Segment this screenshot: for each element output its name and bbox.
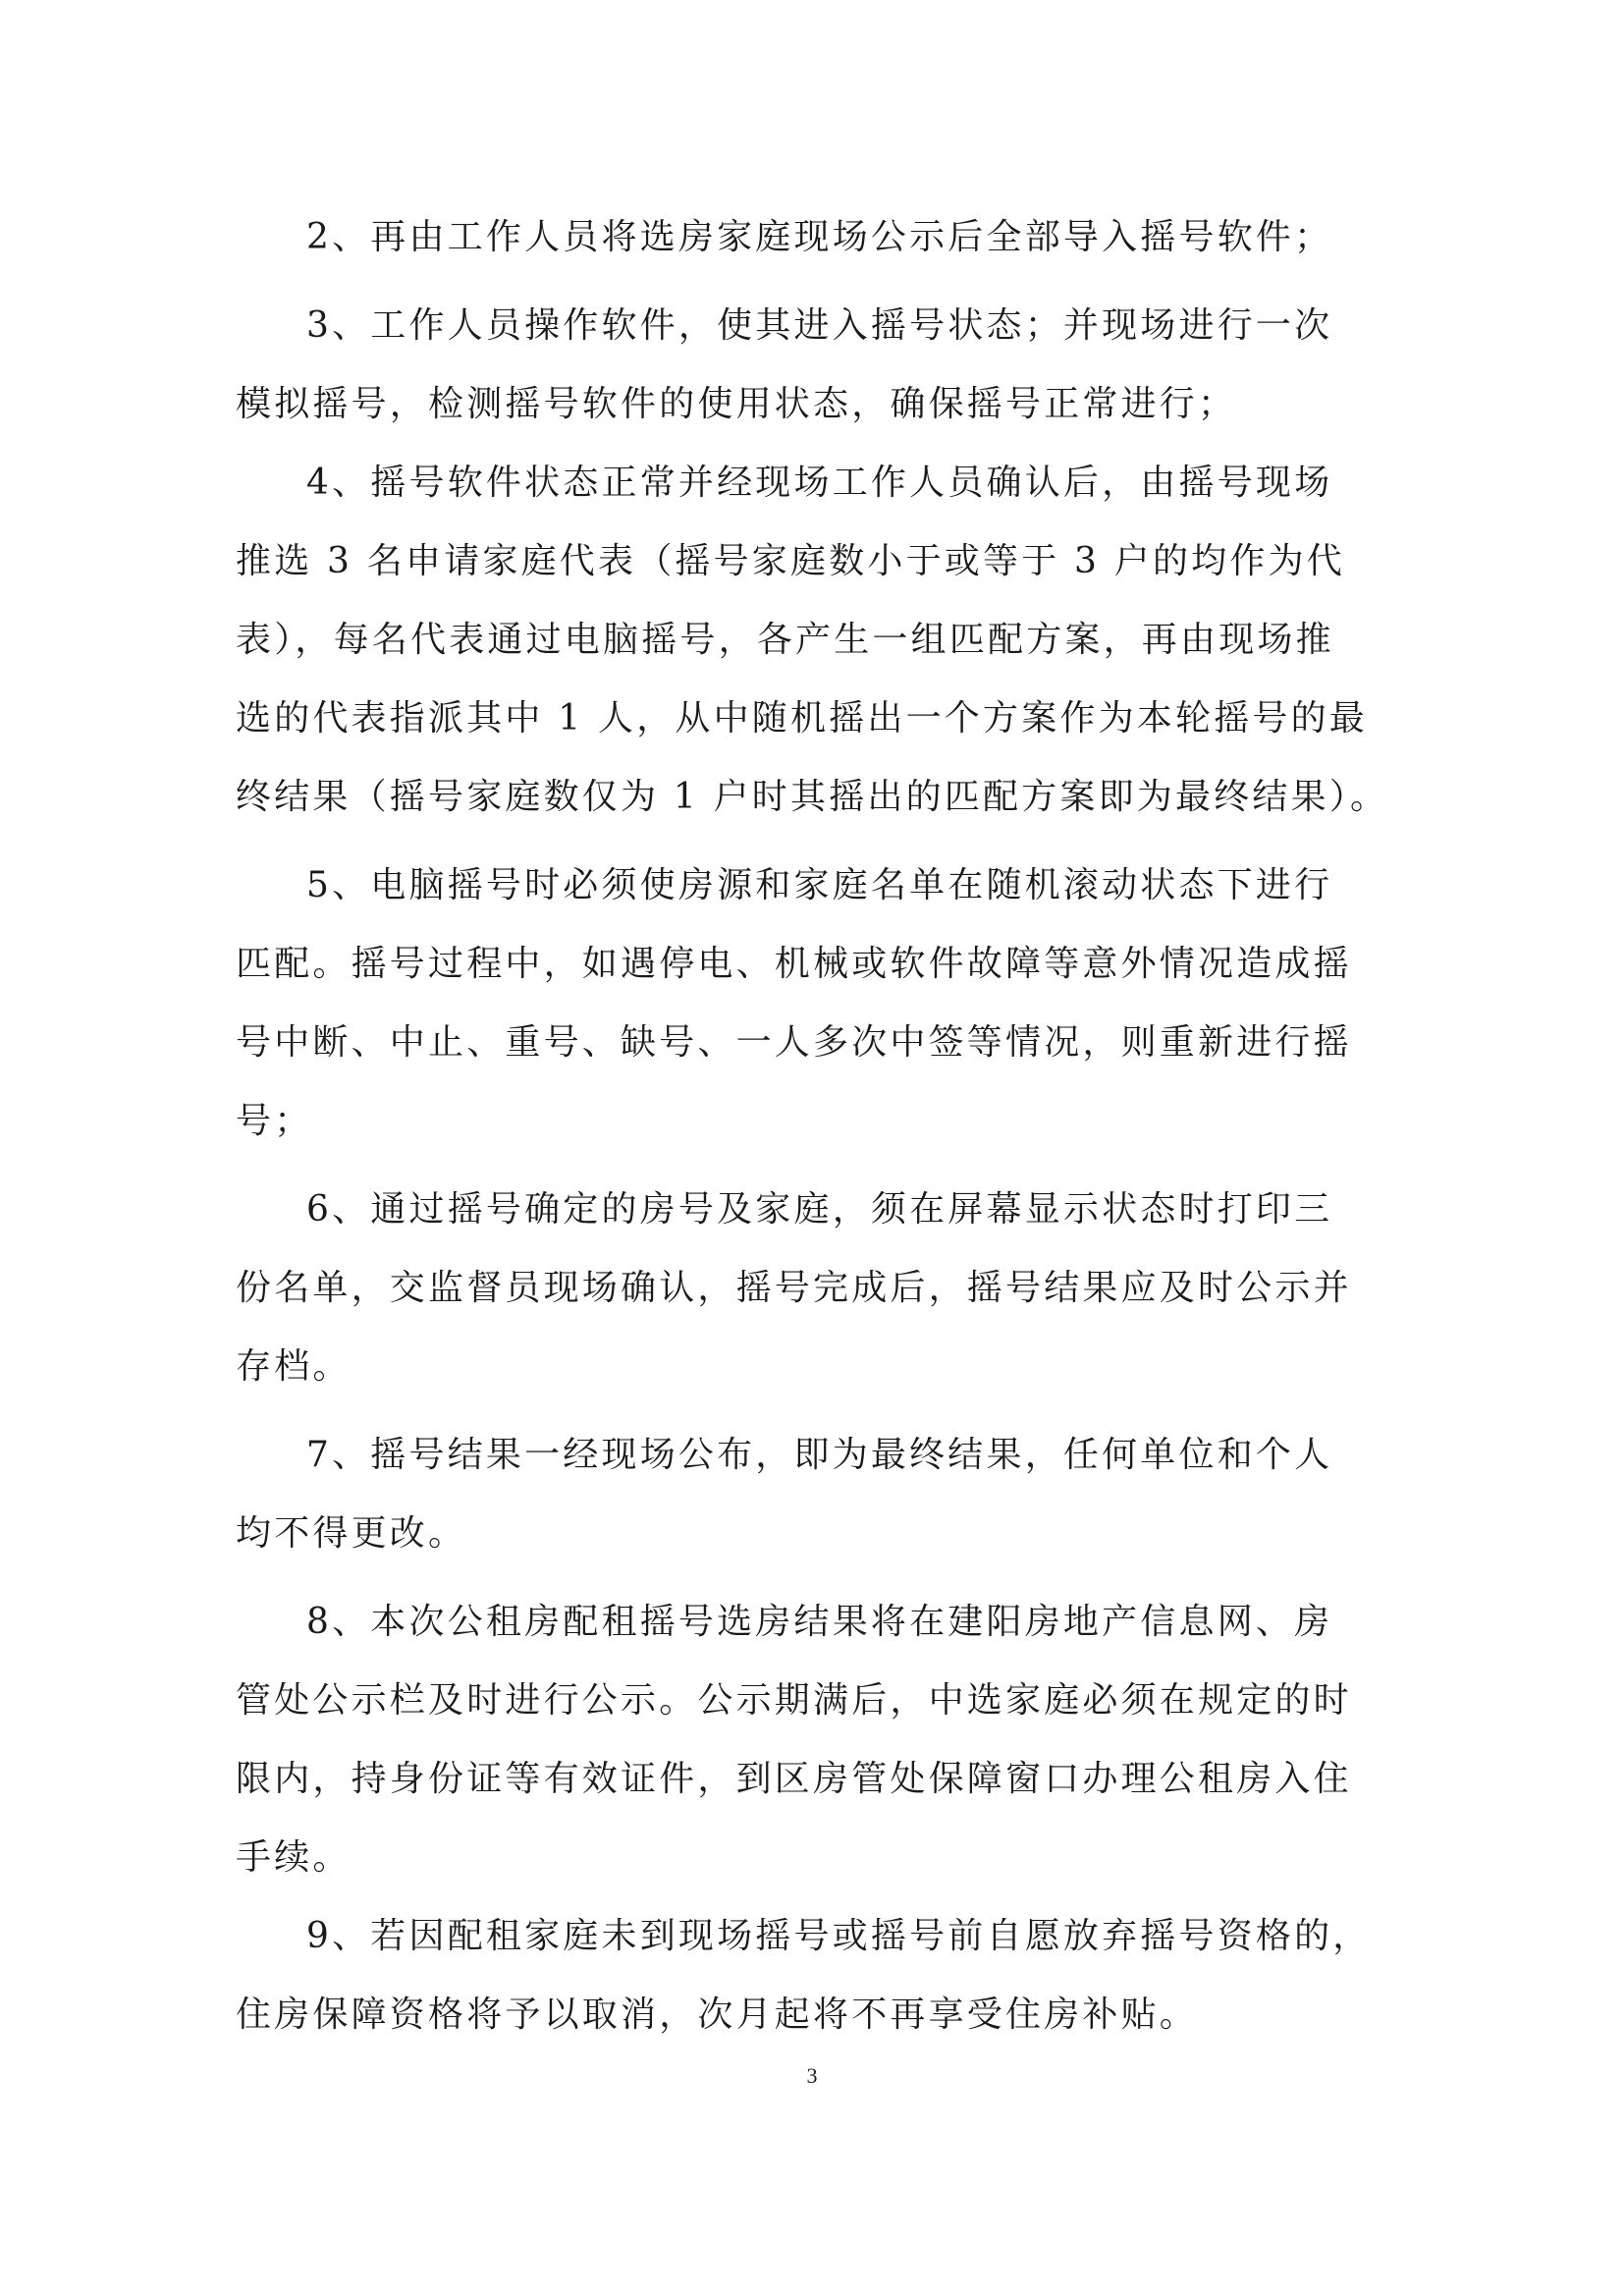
item-9-line-1: 9、若因配租家庭未到现场摇号或摇号前自愿放弃摇号资格的，: [306, 1916, 1372, 1956]
item-2-line-1: 2、再由工作人员将选房家庭现场公示后全部导入摇号软件；: [306, 217, 1333, 257]
item-4-line-1: 4、摇号软件状态正常并经现场工作人员确认后，由摇号现场: [306, 463, 1333, 503]
item-5-line-4: 号；: [236, 1101, 313, 1141]
page-number: 3: [806, 2063, 818, 2088]
item-6-line-2: 份名单，交监督员现场确认，摇号完成后，摇号结果应及时公示并: [236, 1268, 1352, 1308]
item-8-line-2: 管处公示栏及时进行公示。公示期满后，中选家庭必须在规定的时: [236, 1680, 1352, 1721]
item-4-line-5: 终结果（摇号家庭数仅为 1 户时其摇出的匹配方案即为最终结果）。: [236, 777, 1389, 817]
item-7-line-1: 7、摇号结果一经现场公布，即为最终结果，任何单位和个人: [306, 1435, 1333, 1475]
item-5-line-1: 5、电脑摇号时必须使房源和家庭名单在随机滚动状态下进行: [306, 865, 1333, 905]
item-5-line-2: 匹配。摇号过程中，如遇停电、机械或软件故障等意外情况造成摇: [236, 944, 1352, 984]
item-6-line-1: 6、通过摇号确定的房号及家庭，须在屏幕显示状态时打印三: [306, 1189, 1333, 1230]
item-9-line-2: 住房保障资格将予以取消，次月起将不再享受住房补贴。: [236, 1995, 1199, 2035]
item-5-line-3: 号中断、中止、重号、缺号、一人多次中签等情况，则重新进行摇: [236, 1022, 1352, 1063]
item-4-line-3: 表），每名代表通过电脑摇号，各产生一组匹配方案，再由现场推: [236, 620, 1334, 660]
item-3-line-2: 模拟摇号，检测摇号软件的使用状态，确保摇号正常进行；: [236, 384, 1237, 424]
item-8-line-4: 手续。: [236, 1837, 352, 1878]
item-8-line-1: 8、本次公租房配租摇号选房结果将在建阳房地产信息网、房: [306, 1602, 1333, 1642]
item-4-line-2: 推选 3 名申请家庭代表（摇号家庭数小于或等于 3 户的均作为代: [236, 541, 1345, 581]
item-7-line-2: 均不得更改。: [236, 1513, 467, 1554]
item-4-line-4: 选的代表指派其中 1 人，从中随机摇出一个方案作为本轮摇号的最: [236, 698, 1368, 738]
item-3-line-1: 3、工作人员操作软件，使其进入摇号状态；并现场进行一次: [306, 305, 1333, 346]
item-6-line-3: 存档。: [236, 1346, 352, 1387]
item-8-line-3: 限内，持身份证等有效证件，到区房管处保障窗口办理公租房入住: [236, 1759, 1352, 1799]
